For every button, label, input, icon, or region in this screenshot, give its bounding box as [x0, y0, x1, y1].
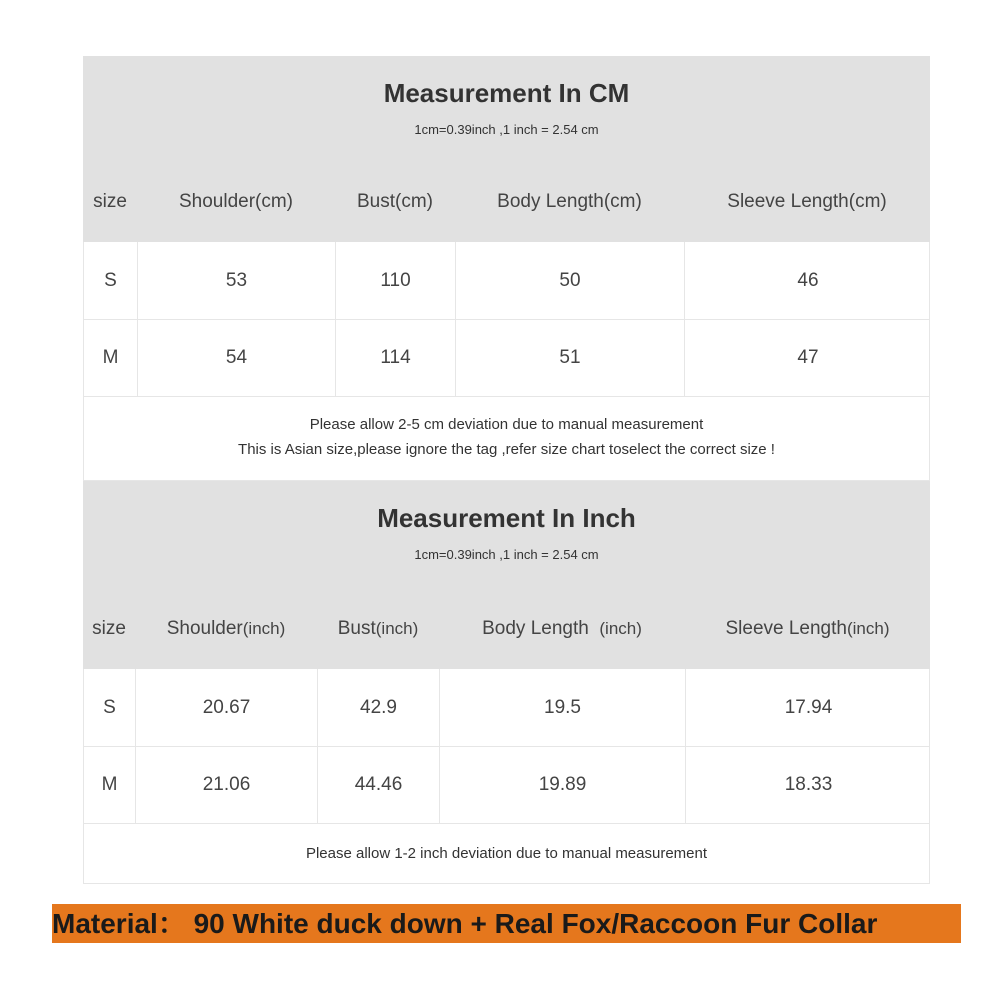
size-cell: M — [84, 320, 138, 396]
header-unit: (inch) — [846, 619, 890, 638]
cm-size-chart — [83, 56, 930, 481]
cm-column-headers — [83, 172, 930, 232]
size-cell: M — [84, 747, 136, 823]
cm-conversion-note: 1cm=0.39inch ,1 inch = 2.54 cm — [414, 122, 599, 137]
cm-header-block — [83, 56, 930, 242]
header-label: Shoulder — [166, 618, 243, 639]
table-row — [83, 242, 930, 319]
cm-col-sleeve-length: Sleeve Length(cm) — [727, 191, 887, 212]
inch-column-headers — [83, 599, 930, 659]
header-label: size — [92, 618, 126, 639]
shoulder-cell: 20.67 — [136, 669, 318, 746]
body-length-cell: 50 — [456, 242, 685, 319]
cm-deviation-note: Please allow 2-5 cm deviation due to manual measurement — [309, 416, 704, 433]
inch-notes — [83, 823, 930, 884]
size-cell: S — [84, 669, 136, 746]
body-length-cell: 19.5 — [440, 669, 686, 746]
table-row — [83, 319, 930, 396]
cm-title: Measurement In CM — [383, 78, 630, 108]
bust-cell: 114 — [336, 320, 456, 396]
sleeve-length-cell: 17.94 — [784, 696, 833, 718]
cm-col-size: size — [93, 191, 127, 212]
body-length-cell: 19.89 — [440, 747, 686, 823]
cm-notes — [83, 396, 930, 481]
inch-col-sleeve-length — [685, 599, 930, 659]
header-unit: (inch) — [599, 619, 642, 638]
inch-col-body-length — [439, 599, 685, 659]
header-unit: (inch) — [375, 619, 419, 638]
bust-cell: 42.9 — [318, 669, 440, 746]
shoulder-cell: 21.06 — [136, 747, 318, 823]
asian-size-note: This is Asian size,please ignore the tag ,refer size chart toselect the correct size ! — [238, 441, 775, 458]
inch-conversion-note: 1cm=0.39inch ,1 inch = 2.54 cm — [414, 547, 599, 562]
table-row — [83, 746, 930, 823]
table-row — [83, 669, 930, 746]
shoulder-cell: 54 — [138, 320, 336, 396]
body-length-cell: 51 — [456, 320, 685, 396]
inch-col-size — [83, 599, 135, 659]
size-cell: S — [84, 242, 138, 319]
inch-deviation-note: Please allow 1-2 inch deviation due to manual measurement — [305, 845, 708, 862]
cm-col-bust: Bust(cm) — [357, 191, 433, 212]
inch-col-shoulder — [135, 599, 317, 659]
header-label: Bust — [337, 618, 376, 639]
cm-col-body-length: Body Length(cm) — [497, 191, 642, 212]
inch-title: Measurement In Inch — [377, 503, 636, 533]
inch-size-chart — [83, 481, 930, 884]
sleeve-length-cell: 18.33 — [784, 774, 833, 795]
sleeve-length-cell: 47 — [797, 347, 819, 368]
inch-header-block — [83, 481, 930, 669]
bust-cell: 44.46 — [318, 747, 440, 823]
header-unit: (inch) — [242, 619, 286, 638]
inch-col-bust — [317, 599, 439, 659]
header-label: Body Length — [482, 618, 600, 639]
sleeve-length-cell: 46 — [797, 269, 819, 291]
header-label: Sleeve Length — [725, 618, 847, 639]
cm-col-shoulder: Shoulder(cm) — [178, 191, 294, 212]
material-banner: Material： 90 White duck down + Real Fox/Raccoon Fur Collar — [52, 904, 961, 943]
bust-cell: 110 — [336, 242, 456, 319]
shoulder-cell: 53 — [138, 242, 336, 319]
